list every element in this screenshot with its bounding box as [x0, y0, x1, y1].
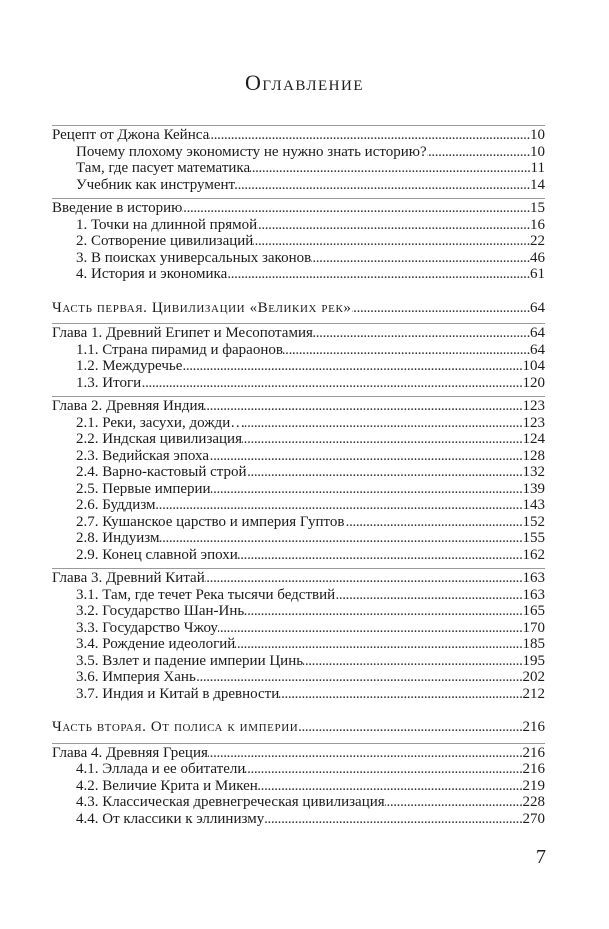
dot-leader	[258, 778, 523, 795]
dot-leader	[235, 177, 530, 194]
dot-leader	[182, 200, 530, 217]
dot-leader	[253, 233, 530, 250]
entry-title: 2.2. Индская цивилизация	[76, 431, 242, 447]
chapter-entry	[52, 398, 545, 415]
chapter-group	[52, 396, 545, 563]
chapter-entry	[52, 200, 545, 217]
entry-title: 4.4. От классики к эллинизму	[76, 810, 265, 827]
section-entry	[52, 547, 545, 564]
chapter-group	[52, 323, 545, 391]
dot-leader	[242, 431, 523, 448]
dot-leader	[141, 375, 522, 392]
entry-page-number: 124	[522, 431, 545, 447]
entry-title: 3.3. Государство Чжоу	[76, 619, 218, 636]
dot-leader	[204, 398, 522, 415]
entry-page-number: 64	[530, 341, 545, 358]
dot-leader	[211, 481, 523, 498]
entry-page-number: 64	[530, 299, 545, 316]
entry-page-number: 165	[522, 603, 545, 619]
entry-title: 4.2. Величие Крита и Микен	[76, 777, 258, 794]
entry-page-number: 155	[522, 530, 545, 546]
section-entry	[52, 431, 545, 448]
dot-leader	[352, 300, 530, 317]
section-entry	[52, 375, 545, 392]
entry-page-number: 64	[530, 325, 545, 341]
entry-title: Часть вторая. От полиса к империи	[52, 719, 299, 735]
section-entry	[52, 603, 545, 620]
entry-page-number: 195	[522, 652, 545, 669]
entry-title: 3.4. Рождение идеологий	[76, 636, 236, 652]
entry-page-number: 123	[522, 414, 545, 431]
entry-page-number: 202	[522, 669, 545, 685]
dot-leader	[303, 653, 522, 670]
entry-title: 2.1. Реки, засухи, дожди…	[76, 414, 246, 431]
section-entry	[52, 811, 545, 828]
entry-title: 1.3. Итоги	[76, 374, 142, 391]
section-entry	[52, 233, 545, 250]
entry-title: Там, где пасует математика	[76, 160, 251, 176]
entry-page-number: 163	[522, 570, 545, 586]
chapter-entry	[52, 570, 545, 587]
chapter-group	[52, 743, 545, 828]
dot-leader	[238, 547, 523, 564]
entry-title: Глава 3. Древний Китай	[52, 570, 205, 586]
part-heading	[52, 300, 545, 317]
entry-page-number: 212	[522, 685, 545, 702]
entry-title: 2.7. Кушанское царство и империя Гуптов	[76, 513, 345, 530]
section-entry	[52, 636, 545, 653]
entry-page-number: 104	[522, 358, 545, 374]
page-number: 7	[536, 846, 546, 868]
entry-page-number: 128	[522, 447, 545, 464]
dot-leader	[311, 250, 530, 267]
entry-title: Почему плохому экономисту не нужно знать историю?	[76, 143, 427, 160]
dot-leader	[335, 587, 522, 604]
dot-leader	[345, 514, 523, 531]
entry-page-number: 10	[530, 143, 545, 160]
entry-page-number: 123	[522, 398, 545, 414]
section-entry	[52, 620, 545, 637]
chapter-entry	[52, 745, 545, 762]
entry-page-number: 185	[522, 636, 545, 652]
section-entry	[52, 778, 545, 795]
entry-page-number: 270	[522, 810, 545, 827]
entry-page-number: 46	[530, 249, 545, 266]
entry-title: 2.5. Первые империи	[76, 480, 211, 497]
entry-title: Рецепт от Джона Кейнса	[52, 127, 210, 143]
dot-leader	[244, 603, 522, 620]
entry-title: Введение в историю	[52, 200, 183, 216]
entry-title: 1.2. Междуречье	[76, 358, 183, 374]
entry-title: 3. В поисках универсальных законов	[76, 249, 312, 266]
section-entry	[52, 497, 545, 514]
entry-title: 2.3. Ведийская эпоха	[76, 447, 209, 464]
section-entry	[52, 761, 545, 778]
dot-leader	[227, 266, 530, 283]
entry-title: 2.9. Конец славной эпохи	[76, 546, 238, 563]
dot-leader	[205, 570, 523, 587]
section-entry	[52, 144, 545, 161]
entry-page-number: 16	[530, 216, 545, 233]
table-of-contents	[52, 125, 545, 827]
entry-page-number: 61	[530, 266, 545, 282]
entry-title: 1.1. Страна пирамид и фараонов	[76, 341, 283, 358]
entry-page-number: 170	[522, 619, 545, 636]
dot-leader	[283, 342, 530, 359]
entry-page-number: 11	[530, 160, 545, 176]
section-entry	[52, 448, 545, 465]
dot-leader	[264, 811, 522, 828]
entry-page-number: 120	[522, 374, 545, 391]
entry-title: Глава 1. Древний Египет и Месопотамия	[52, 325, 313, 341]
section-entry	[52, 342, 545, 359]
page-title: Оглавление	[244, 70, 365, 95]
entry-page-number: 10	[530, 127, 545, 143]
chapter-group	[52, 125, 545, 193]
section-entry	[52, 250, 545, 267]
entry-page-number: 216	[522, 744, 545, 761]
part-heading	[52, 719, 545, 736]
dot-leader	[247, 464, 523, 481]
entry-title: 2.6. Буддизм	[76, 497, 156, 513]
dot-leader	[245, 415, 522, 432]
dot-leader	[313, 325, 530, 342]
entry-page-number: 219	[522, 777, 545, 794]
entry-title: 2.8. Индуизм	[76, 530, 160, 546]
entry-title: 1. Точки на длинной прямой	[76, 216, 258, 233]
entry-title: 3.6. Империя Хань	[76, 669, 196, 685]
entry-title: 4.3. Классическая древнегреческая цивилизация	[76, 794, 385, 810]
section-entry	[52, 415, 545, 432]
chapter-entry	[52, 127, 545, 144]
dot-leader	[182, 358, 522, 375]
entry-title: 4. История и экономика	[76, 266, 228, 282]
dot-leader	[257, 217, 530, 234]
section-entry	[52, 514, 545, 531]
dot-leader	[208, 745, 523, 762]
entry-page-number: 22	[530, 233, 545, 249]
entry-page-number: 228	[522, 794, 545, 810]
section-entry	[52, 669, 545, 686]
entry-title: 3.2. Государство Шан-Инь	[76, 603, 245, 619]
section-entry	[52, 358, 545, 375]
section-entry	[52, 530, 545, 547]
section-entry	[52, 464, 545, 481]
section-entry	[52, 686, 545, 703]
dot-leader	[159, 530, 522, 547]
entry-title: 2. Сотворение цивилизаций	[76, 233, 254, 249]
entry-page-number: 15	[530, 200, 545, 216]
dot-leader	[298, 719, 522, 736]
dot-leader	[156, 497, 523, 514]
dot-leader	[250, 160, 530, 177]
dot-leader	[209, 448, 523, 465]
dot-leader	[209, 127, 530, 144]
entry-page-number: 152	[522, 513, 545, 530]
dot-leader	[218, 620, 523, 637]
dot-leader	[245, 761, 522, 778]
entry-page-number: 139	[522, 480, 545, 497]
section-entry	[52, 177, 545, 194]
entry-title: Глава 2. Древняя Индия	[52, 398, 205, 414]
entry-page-number: 216	[522, 719, 545, 735]
entry-title: Глава 4. Древняя Греция	[52, 744, 208, 761]
section-entry	[52, 160, 545, 177]
entry-title: 4.1. Эллада и ее обитатели	[76, 761, 246, 777]
section-entry	[52, 481, 545, 498]
entry-page-number: 14	[530, 176, 545, 193]
entry-title: 3.1. Там, где течет Река тысячи бедствий	[76, 586, 336, 603]
section-entry	[52, 653, 545, 670]
entry-page-number: 143	[522, 497, 545, 513]
entry-page-number: 162	[522, 546, 545, 563]
entry-page-number: 216	[522, 761, 545, 777]
chapter-group	[52, 568, 545, 702]
entry-title: 2.4. Варно-кастовый строй	[76, 464, 247, 480]
entry-title: Часть первая. Цивилизации «Великих рек»	[52, 299, 352, 316]
section-entry	[52, 266, 545, 283]
section-entry	[52, 587, 545, 604]
chapter-entry	[52, 325, 545, 342]
entry-title: Учебник как инструмент	[76, 176, 236, 193]
chapter-group	[52, 198, 545, 283]
entry-page-number: 132	[522, 464, 545, 480]
section-entry	[52, 217, 545, 234]
dot-leader	[235, 636, 522, 653]
dot-leader	[427, 144, 530, 161]
entry-title: 3.5. Взлет и падение империи Цинь	[76, 652, 304, 669]
entry-page-number: 163	[522, 586, 545, 603]
dot-leader	[196, 669, 523, 686]
dot-leader	[279, 686, 522, 703]
dot-leader	[385, 794, 523, 811]
entry-title: 3.7. Индия и Китай в древности	[76, 685, 280, 702]
section-entry	[52, 794, 545, 811]
